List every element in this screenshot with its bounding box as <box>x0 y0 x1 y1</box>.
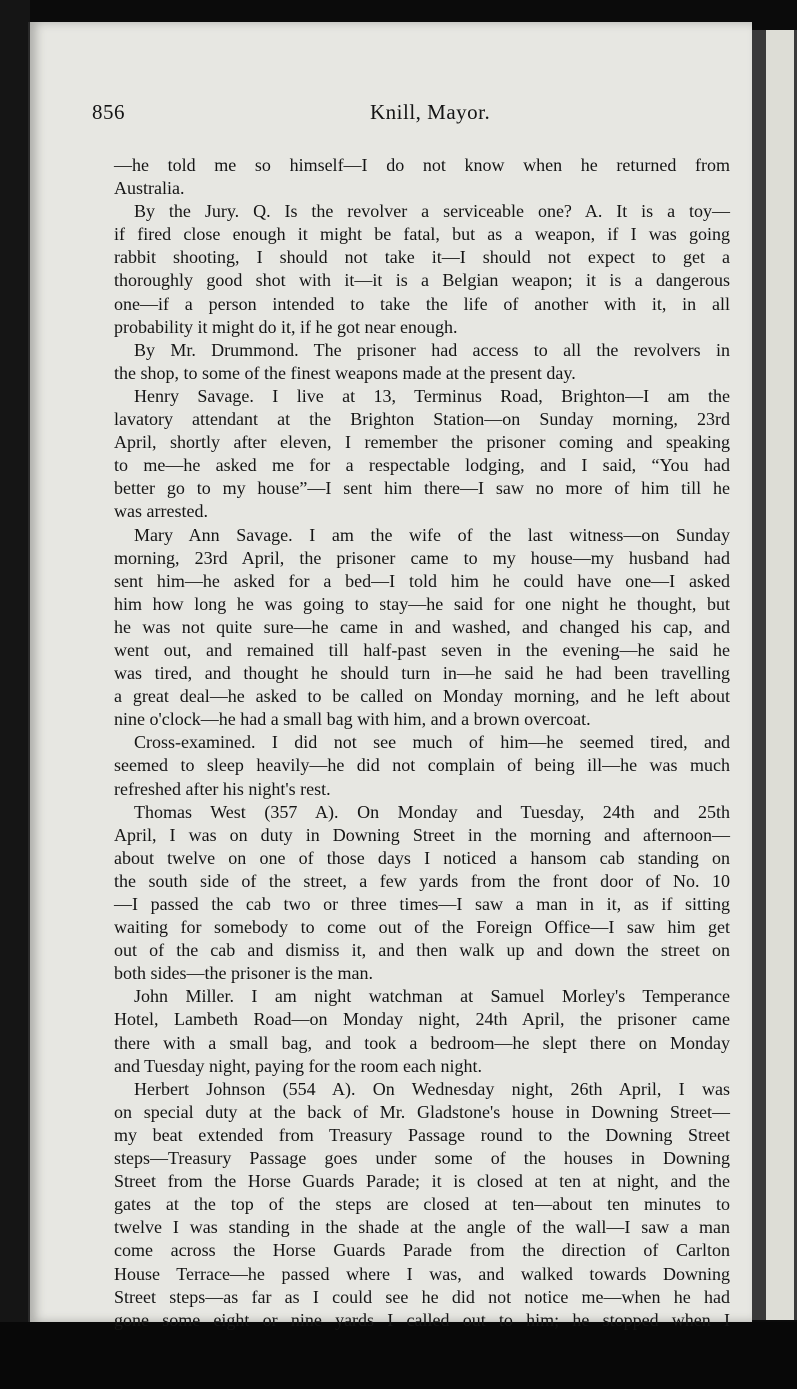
text-line: there with a small bag, and took a bedroom—he slept there on Monday <box>114 1032 730 1053</box>
text-line: if fired close enough it might be fatal, but as a weapon, if I was going <box>114 224 730 245</box>
text-line: a great deal—he asked to be called on Monday morning, and he left about <box>114 686 730 707</box>
running-head: Knill, Mayor. <box>370 100 491 124</box>
text-line: Hotel, Lambeth Road—on Monday night, 24th April, the prisoner came <box>114 1009 730 1030</box>
text-line: sent him—he asked for a bed—I told him he could have one—I asked <box>114 570 730 591</box>
text-line: April, I was on duty in Downing Street in the morning and afternoon— <box>114 824 730 845</box>
text-line: twelve I was standing in the shade at the angle of the wall—I saw a man <box>114 1217 730 1238</box>
text-line: about twelve on one of those days I noticed a hansom cab standing on <box>114 847 730 868</box>
page-header <box>92 92 712 126</box>
text-line: waiting for somebody to come out of the Foreign Office—I saw him get <box>114 917 730 938</box>
text-line: John Miller. I am night watchman at Samuel Morley's Temperance <box>134 986 730 1007</box>
text-line: my beat extended from Treasury Passage round to the Downing Street <box>114 1124 730 1145</box>
text-line: refreshed after his night's rest. <box>114 778 331 799</box>
text-line: one—if a person intended to take the life of another with it, in all <box>114 293 730 314</box>
text-line: come across the Horse Guards Parade from the direction of Carlton <box>114 1240 730 1261</box>
text-line: steps—Treasury Passage goes under some of the houses in Downing <box>114 1148 730 1169</box>
text-line: Australia. <box>114 178 185 199</box>
text-line: and Tuesday night, paying for the room each night. <box>114 1055 482 1076</box>
text-line: —I passed the cab two or three times—I saw a man in it, as if sitting <box>114 894 730 914</box>
text-line: both sides—the prisoner is the man. <box>114 963 373 984</box>
text-line: nine o'clock—he had a small bag with him, and a brown overcoat. <box>114 709 591 730</box>
text-line: out of the cab and dismiss it, and then walk up and down the street on <box>114 940 730 961</box>
text-line: to me—he asked me for a respectable lodging, and I said, “You had <box>114 455 730 476</box>
text-line: rabbit shooting, I should not take it—I should not expect to get a <box>114 247 730 268</box>
text-line: was arrested. <box>114 501 208 522</box>
text-line: on special duty at the back of Mr. Gladstone's house in Downing Street— <box>114 1101 730 1122</box>
text-line: House Terrace—he passed where I was, and walked towards Downing <box>114 1263 730 1284</box>
text-line: gone some eight or nine yards I called out to him; he stopped when I <box>114 1309 730 1330</box>
text-line: better go to my house”—I sent him there—I saw no more of him till he <box>114 478 730 499</box>
text-line: Street from the Horse Guards Parade; it is closed at ten at night, and the <box>114 1171 730 1192</box>
text-line: morning, 23rd April, the prisoner came to my house—my husband had <box>114 547 730 568</box>
text-line: Henry Savage. I live at 13, Terminus Road, Brighton—I am the <box>134 385 730 406</box>
text-line: was tired, and thought he should turn in—he said he had been travelling <box>114 663 730 684</box>
facing-page <box>766 30 794 1320</box>
text-line: By the Jury. Q. Is the revolver a serviceable one? A. It is a toy— <box>134 201 730 222</box>
text-line: the south side of the street, a few yards from the front door of No. 10 <box>114 870 730 891</box>
text-line: him how long he was going to stay—he said for one night he thought, but <box>114 593 730 614</box>
scan-bottom-margin <box>0 1322 797 1389</box>
text-line: thoroughly good shot with it—it is a Belgian weapon; it is a dangerous <box>114 270 730 291</box>
text-line: Street steps—as far as I could see he did not notice me—when he had <box>114 1286 730 1307</box>
text-line: Mary Ann Savage. I am the wife of the last witness—on Sunday <box>134 524 730 545</box>
text-line: probability it might do it, if he got near enough. <box>114 316 458 337</box>
text-line: lavatory attendant at the Brighton Station—on Sunday morning, 23rd <box>114 409 730 430</box>
text-line: Herbert Johnson (554 A). On Wednesday night, 26th April, I was <box>134 1078 730 1099</box>
page-number: 856 <box>92 100 125 124</box>
text-line: seemed to sleep heavily—he did not complain of being ill—he was much <box>114 755 730 776</box>
text-line: By Mr. Drummond. The prisoner had access to all the revolvers in <box>134 339 730 360</box>
text-line: he was not quite sure—he came in and washed, and changed his cap, and <box>114 616 730 637</box>
text-line: went out, and remained till half-past seven in the evening—he said he <box>114 639 730 660</box>
scan-left-margin <box>0 0 30 1389</box>
text-line: Cross-examined. I did not see much of him—he seemed tired, and <box>134 732 730 753</box>
text-line: April, shortly after eleven, I remember the prisoner coming and speaking <box>114 432 730 453</box>
text-line: Thomas West (357 A). On Monday and Tuesday, 24th and 25th <box>134 801 730 822</box>
text-line: gates at the top of the steps are closed at ten—about ten minutes to <box>114 1194 730 1215</box>
body-text <box>114 154 730 1332</box>
text-line: the shop, to some of the finest weapons made at the present day. <box>114 362 576 383</box>
facing-page-edge <box>752 30 797 1320</box>
text-line: —he told me so himself—I do not know when he returned from <box>114 155 730 175</box>
